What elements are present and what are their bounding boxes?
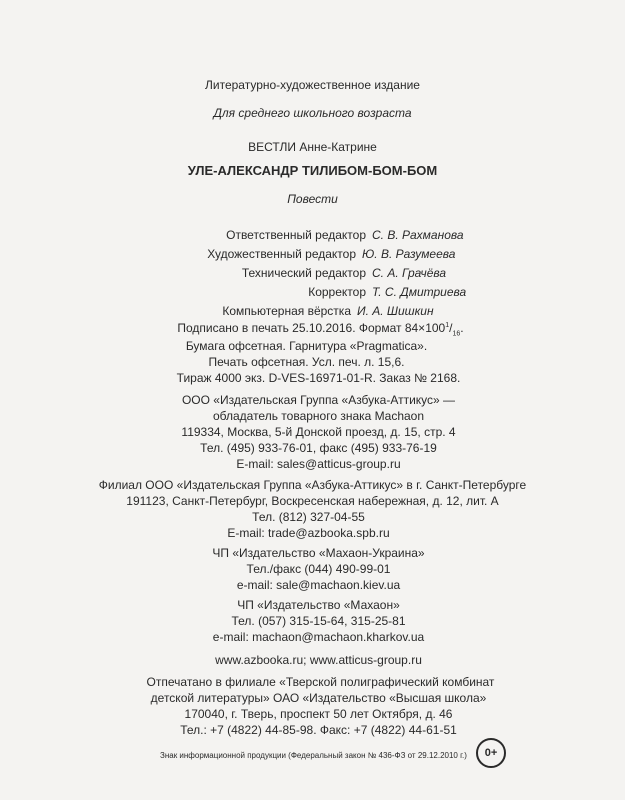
credit-role: Корректор bbox=[308, 285, 366, 299]
edition-type: Литературно-художественное издание bbox=[205, 78, 420, 92]
print-type: Печать офсетная. Усл. печ. л. 15,6. bbox=[208, 355, 405, 369]
author: ВЕСТЛИ Анне-Катрине bbox=[248, 140, 377, 154]
ukraine-name: ЧП «Издательство «Махаон-Украина» bbox=[212, 546, 425, 560]
kharkov-name: ЧП «Издательство «Махаон» bbox=[237, 598, 400, 612]
paper-font: Бумага офсетная. Гарнитура «Pragmatica». bbox=[185, 339, 428, 353]
credit-role: Художественный редактор bbox=[207, 247, 356, 261]
printer-address: 170040, г. Тверь, проспект 50 лет Октября, д. 46 bbox=[184, 707, 453, 721]
information-sign: Знак информационной продукции (Федеральный закон № 436-ФЗ от 29.12.2010 г.) bbox=[160, 751, 467, 760]
kharkov-phone: Тел. (057) 315-15-64, 315-25-81 bbox=[231, 614, 406, 628]
print-signed: Подписано в печать 25.10.2016. Формат $84\times 100^1/_{16}$. bbox=[177, 321, 464, 338]
credit-name: Т. С. Дмитриева bbox=[372, 285, 467, 299]
printer-name: Отпечатано в филиале «Тверской полиграфический комбинат bbox=[146, 675, 495, 689]
ukraine-phone: Тел./факс (044) 490-99-01 bbox=[246, 562, 391, 576]
book-title: УЛЕ-АЛЕКСАНДР ТИЛИБОМ-БОМ-БОМ bbox=[187, 163, 438, 178]
credit-role: Компьютерная вёрстка bbox=[222, 304, 351, 318]
publisher-name: ООО «Издательская Группа «Азбука-Аттикус» — bbox=[181, 393, 456, 407]
genre: Повести bbox=[287, 192, 338, 206]
branch-name: Филиал ООО «Издательская Группа «Азбука-Аттикус» в г. Санкт-Петербурге bbox=[98, 478, 527, 492]
branch-address: 191123, Санкт-Петербург, Воскресенская набережная, д. 12, лит. А bbox=[126, 494, 499, 508]
credit-role: Технический редактор bbox=[241, 266, 366, 280]
credit-role: Ответственный редактор bbox=[226, 228, 366, 242]
age-rating-badge: 0+ bbox=[476, 738, 506, 768]
kharkov-email: e-mail: machaon@machaon.kharkov.ua bbox=[212, 630, 425, 644]
ukraine-email: e-mail: sale@machaon.kiev.ua bbox=[236, 578, 401, 592]
printer-publisher: детской литературы» ОАО «Издательство «Высшая школа» bbox=[150, 691, 487, 705]
publisher-email: E-mail: sales@atticus-group.ru bbox=[236, 457, 401, 471]
publisher-phone: Тел. (495) 933-76-01, факс (495) 933-76-19 bbox=[200, 441, 437, 455]
printer-phone: Тел.: +7 (4822) 44-85-98. Факс: +7 (4822) 44-61-51 bbox=[180, 723, 457, 737]
credit-name: С. А. Грачёва bbox=[372, 266, 447, 280]
branch-email: E-mail: trade@azbooka.spb.ru bbox=[227, 526, 390, 540]
credit-name: Ю. В. Разумеева bbox=[362, 247, 456, 261]
credit-name: С. В. Рахманова bbox=[372, 228, 464, 242]
audience: Для среднего школьного возраста bbox=[213, 106, 412, 120]
print-run: Тираж 4000 экз. D-VES-16971-01-R. Заказ № 2168. bbox=[176, 371, 461, 385]
publisher-trademark: обладатель товарного знака Machaon bbox=[212, 409, 425, 423]
websites: www.azbooka.ru; www.atticus-group.ru bbox=[215, 653, 422, 667]
branch-phone: Тел. (812) 327-04-55 bbox=[252, 510, 365, 524]
credit-name: И. А. Шишкин bbox=[357, 304, 434, 318]
publisher-address: 119334, Москва, 5-й Донской проезд, д. 15, стр. 4 bbox=[181, 425, 456, 439]
